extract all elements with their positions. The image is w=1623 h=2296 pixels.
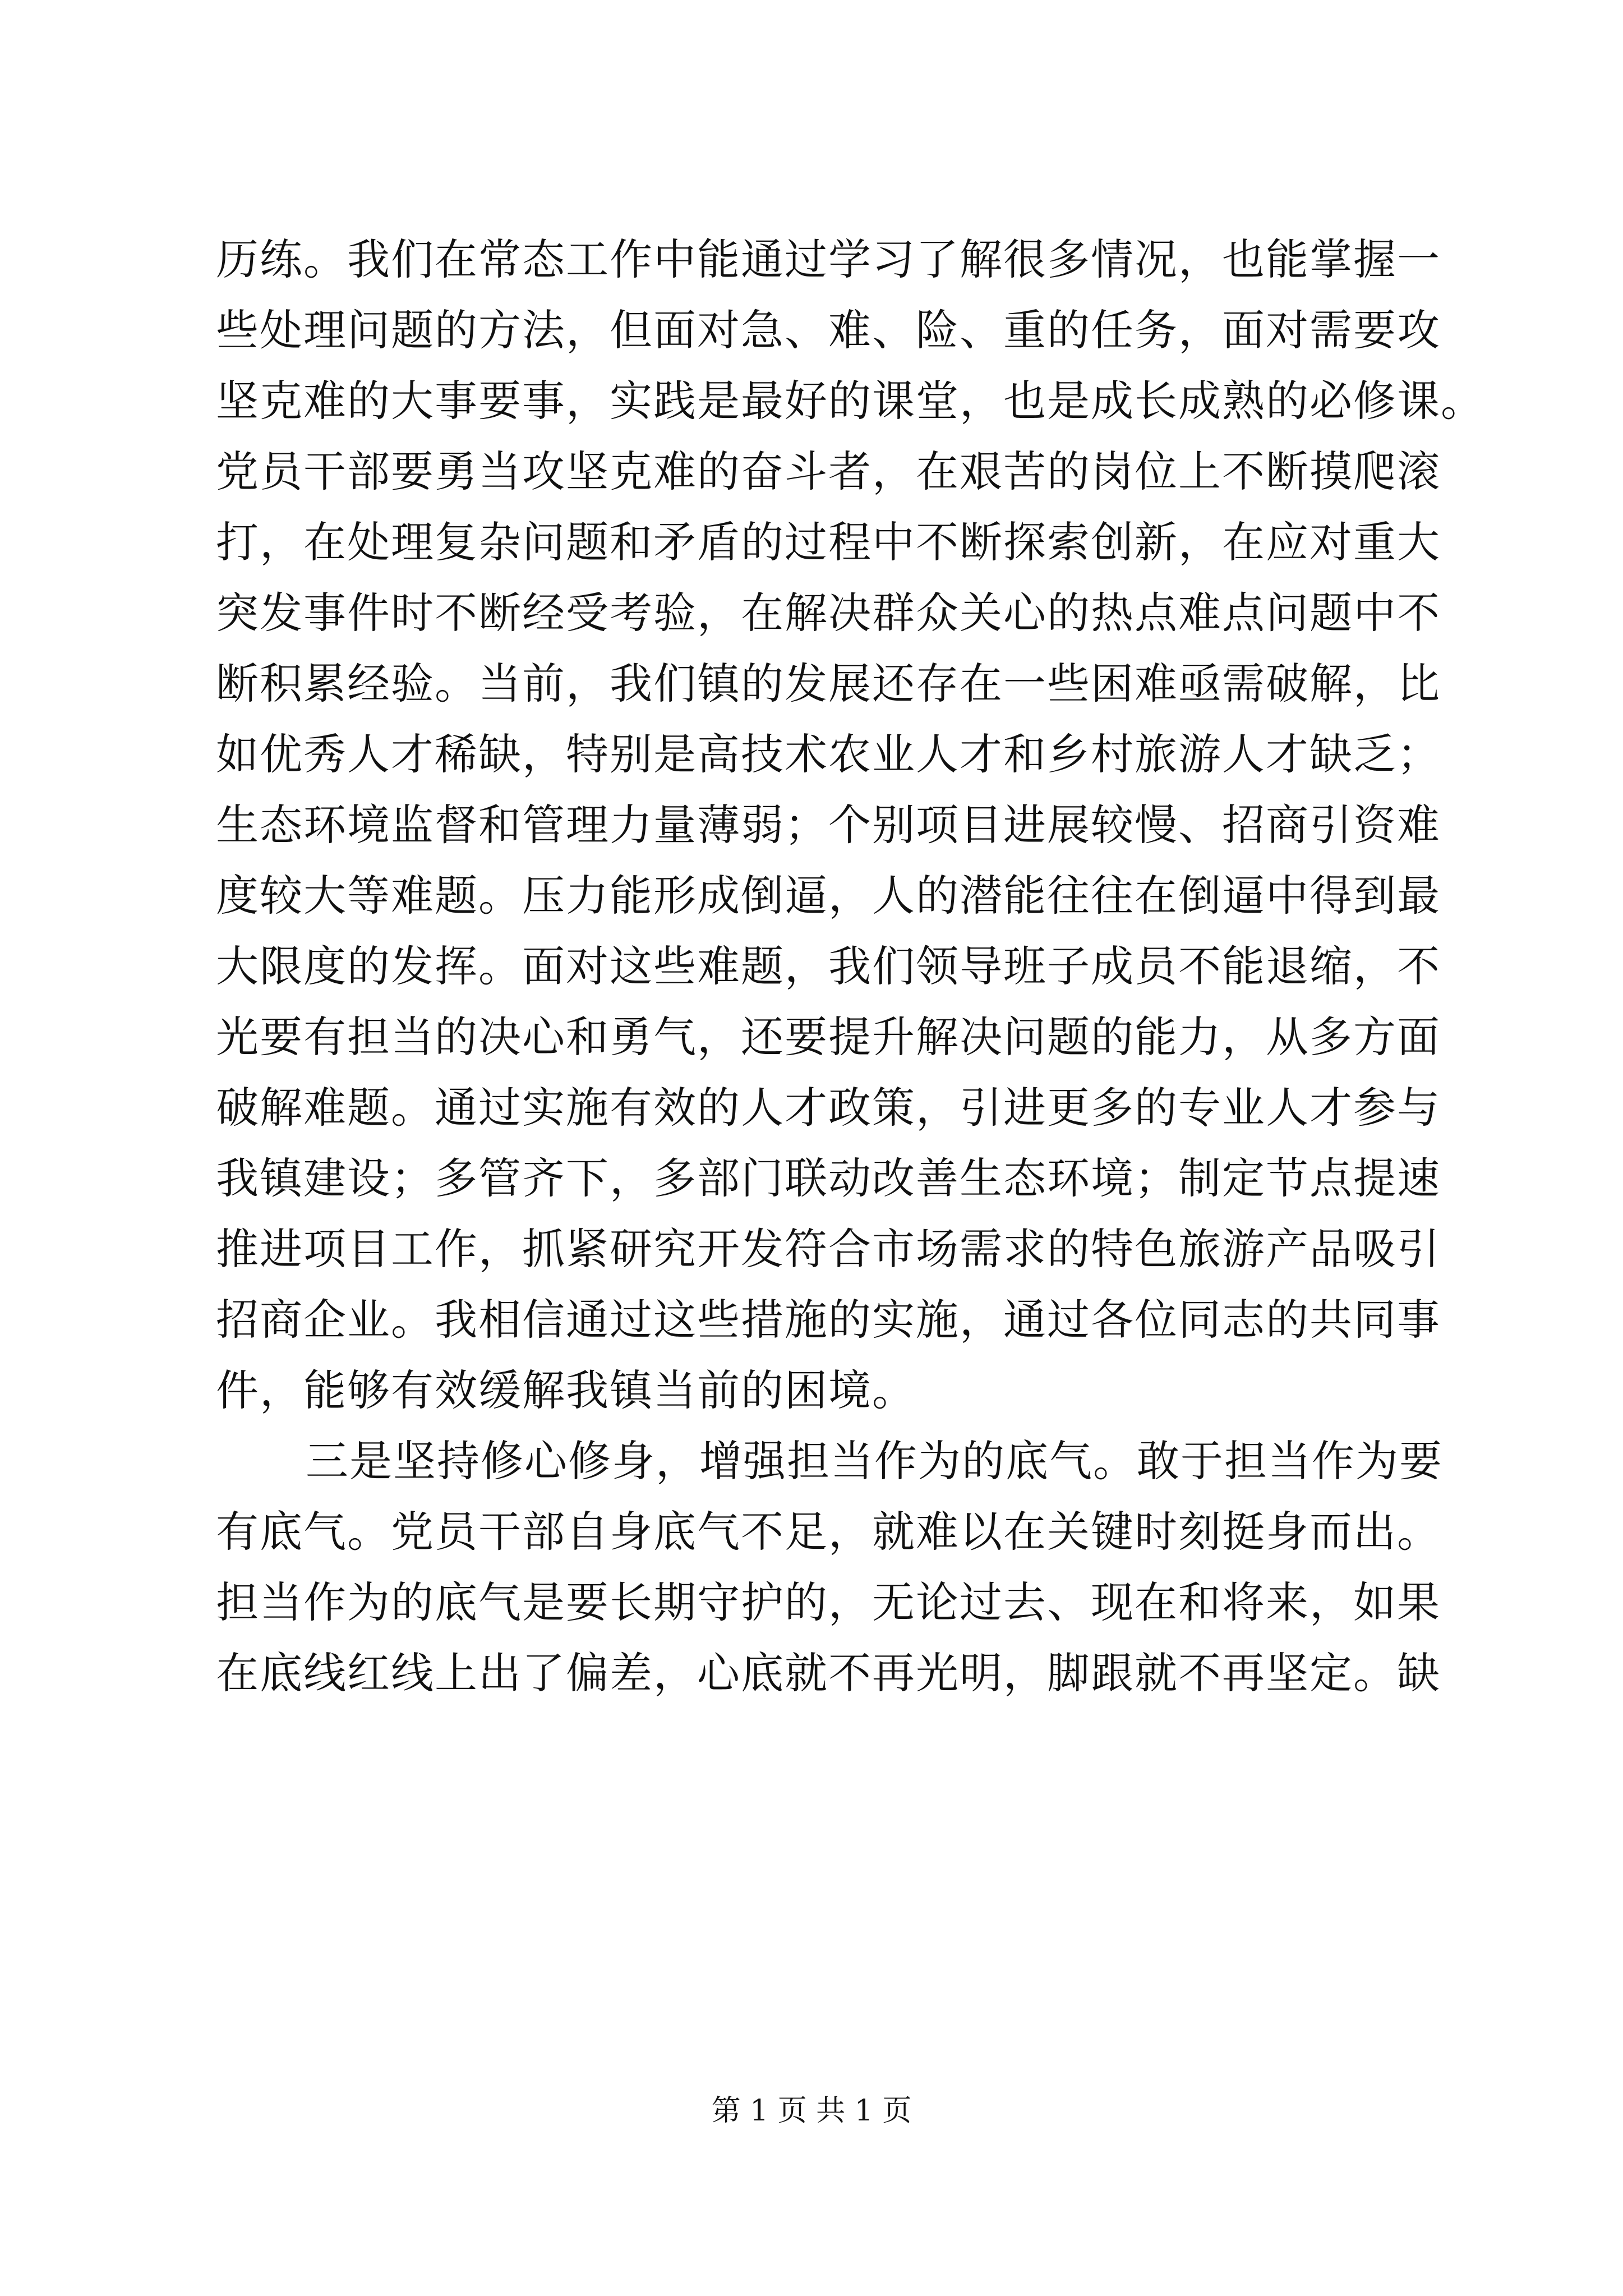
paragraph-start-line: 三是坚持修心修身，增强担当作为的底气。敢于担当作为要 <box>306 1436 1443 1486</box>
text-line: 大限度的发挥。面对这些难题，我们领导班子成员不能退缩，不 <box>216 941 1441 991</box>
text-line: 件，能够有效缓解我镇当前的困境。 <box>216 1365 916 1415</box>
text-line: 招商企业。我相信通过这些措施的实施，通过各位同志的共同事 <box>216 1295 1441 1345</box>
text-line: 断积累经验。当前，我们镇的发展还存在一些困难亟需破解，比 <box>216 659 1441 708</box>
text-line: 历练。我们在常态工作中能通过学习了解很多情况，也能掌握一 <box>216 234 1441 284</box>
text-line: 我镇建设；多管齐下，多部门联动改善生态环境；制定节点提速 <box>216 1153 1441 1203</box>
text-line: 破解难题。通过实施有效的人才政策，引进更多的专业人才参与 <box>216 1083 1441 1133</box>
text-line: 有底气。党员干部自身底气不足，就难以在关键时刻挺身而出。 <box>216 1507 1441 1557</box>
text-line: 生态环境监督和管理力量薄弱；个别项目进展较慢、招商引资难 <box>216 800 1441 850</box>
text-line: 度较大等难题。压力能形成倒逼，人的潜能往往在倒逼中得到最 <box>216 871 1441 921</box>
text-line: 党员干部要勇当攻坚克难的奋斗者，在艰苦的岗位上不断摸爬滚 <box>216 447 1441 496</box>
text-line: 如优秀人才稀缺，特别是高技术农业人才和乡村旅游人才缺乏； <box>216 729 1441 779</box>
text-line: 推进项目工作，抓紧研究开发符合市场需求的特色旅游产品吸引 <box>216 1224 1441 1274</box>
text-line: 光要有担当的决心和勇气，还要提升解决问题的能力，从多方面 <box>216 1012 1441 1062</box>
text-line: 突发事件时不断经受考验，在解决群众关心的热点难点问题中不 <box>216 588 1441 638</box>
document-body <box>216 224 1484 1709</box>
text-line: 在底线红线上出了偏差，心底就不再光明，脚跟就不再坚定。缺 <box>216 1648 1441 1698</box>
text-line: 打，在处理复杂问题和矛盾的过程中不断探索创新，在应对重大 <box>216 517 1441 567</box>
text-line: 坚克难的大事要事，实践是最好的课堂，也是成长成熟的必修课。 <box>216 376 1484 426</box>
text-line: 担当作为的底气是要长期守护的，无论过去、现在和将来，如果 <box>216 1577 1441 1627</box>
page-number-footer: 第 1 页 共 1 页 <box>711 2094 912 2128</box>
text-line: 些处理问题的方法，但面对急、难、险、重的任务，面对需要攻 <box>216 305 1441 355</box>
